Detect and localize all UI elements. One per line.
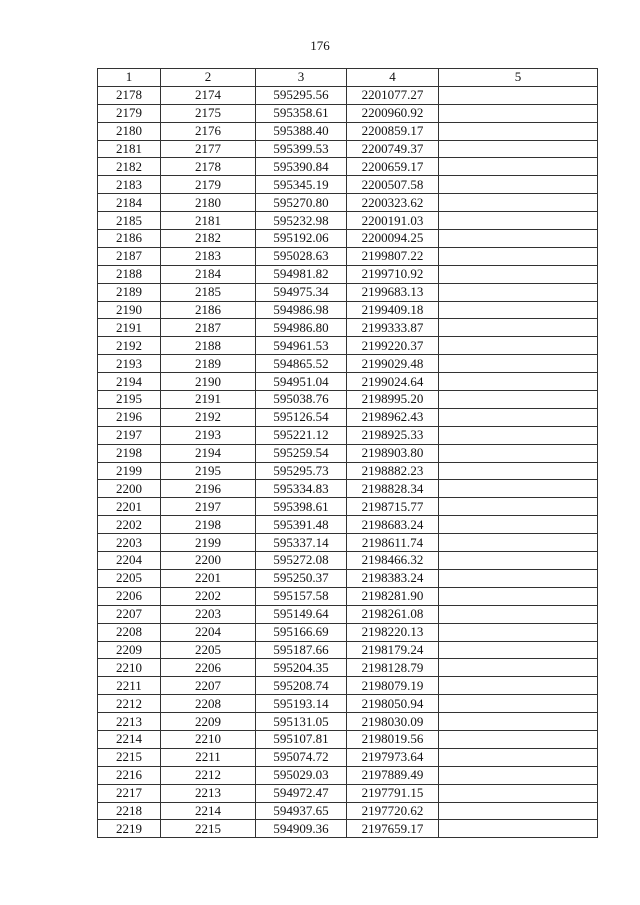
table-cell-col-1: 2203 bbox=[98, 534, 161, 552]
table-cell-col-4: 2197973.64 bbox=[347, 748, 439, 766]
table-cell-col-4: 2197720.62 bbox=[347, 802, 439, 820]
table-row bbox=[98, 373, 598, 391]
table-cell-col-2: 2193 bbox=[161, 426, 256, 444]
table-row bbox=[98, 104, 598, 122]
table-cell-col-1: 2184 bbox=[98, 194, 161, 212]
table-cell-col-2: 2178 bbox=[161, 158, 256, 176]
table-row bbox=[98, 748, 598, 766]
table-cell-col-1: 2202 bbox=[98, 516, 161, 534]
table-row bbox=[98, 695, 598, 713]
table-header bbox=[98, 69, 598, 87]
table-cell-col-3: 595391.48 bbox=[256, 516, 347, 534]
table-cell-col-3: 595204.35 bbox=[256, 659, 347, 677]
table-cell-col-4: 2200094.25 bbox=[347, 230, 439, 248]
table-cell-col-5 bbox=[439, 713, 598, 731]
table-cell-col-5 bbox=[439, 104, 598, 122]
table-cell-col-5 bbox=[439, 730, 598, 748]
table-cell-col-1: 2212 bbox=[98, 695, 161, 713]
table-cell-col-2: 2203 bbox=[161, 605, 256, 623]
table-row bbox=[98, 176, 598, 194]
table-row bbox=[98, 730, 598, 748]
table-cell-col-2: 2214 bbox=[161, 802, 256, 820]
table-cell-col-2: 2191 bbox=[161, 391, 256, 409]
coordinates-table bbox=[97, 68, 598, 838]
table-cell-col-5 bbox=[439, 784, 598, 802]
table-row bbox=[98, 212, 598, 230]
table-row bbox=[98, 498, 598, 516]
table-cell-col-5 bbox=[439, 677, 598, 695]
table-cell-col-4: 2198925.33 bbox=[347, 426, 439, 444]
table-cell-col-4: 2201077.27 bbox=[347, 86, 439, 104]
table-cell-col-1: 2215 bbox=[98, 748, 161, 766]
table-cell-col-5 bbox=[439, 355, 598, 373]
table-row bbox=[98, 462, 598, 480]
table-cell-col-4: 2198281.90 bbox=[347, 587, 439, 605]
table-cell-col-4: 2199333.87 bbox=[347, 319, 439, 337]
table-row bbox=[98, 444, 598, 462]
table-row bbox=[98, 516, 598, 534]
table-cell-col-3: 595270.80 bbox=[256, 194, 347, 212]
table-cell-col-2: 2190 bbox=[161, 373, 256, 391]
table-cell-col-4: 2200507.58 bbox=[347, 176, 439, 194]
table-cell-col-1: 2201 bbox=[98, 498, 161, 516]
table-cell-col-3: 595334.83 bbox=[256, 480, 347, 498]
table-cell-col-2: 2181 bbox=[161, 212, 256, 230]
table-cell-col-2: 2213 bbox=[161, 784, 256, 802]
table-cell-col-3: 595221.12 bbox=[256, 426, 347, 444]
table-cell-col-4: 2200960.92 bbox=[347, 104, 439, 122]
table-cell-col-3: 594986.98 bbox=[256, 301, 347, 319]
table-row bbox=[98, 86, 598, 104]
table-cell-col-2: 2205 bbox=[161, 641, 256, 659]
table-cell-col-3: 595399.53 bbox=[256, 140, 347, 158]
table-row bbox=[98, 605, 598, 623]
table-row bbox=[98, 355, 598, 373]
table-cell-col-5 bbox=[439, 605, 598, 623]
table-cell-col-2: 2212 bbox=[161, 766, 256, 784]
table-cell-col-1: 2195 bbox=[98, 391, 161, 409]
header-row bbox=[98, 69, 598, 87]
table-cell-col-3: 595192.06 bbox=[256, 230, 347, 248]
table-cell-col-1: 2208 bbox=[98, 623, 161, 641]
table-cell-col-1: 2210 bbox=[98, 659, 161, 677]
table-cell-col-3: 595345.19 bbox=[256, 176, 347, 194]
table-row bbox=[98, 659, 598, 677]
table-cell-col-1: 2218 bbox=[98, 802, 161, 820]
table-cell-col-5 bbox=[439, 534, 598, 552]
table-cell-col-1: 2192 bbox=[98, 337, 161, 355]
table-cell-col-4: 2198050.94 bbox=[347, 695, 439, 713]
table-cell-col-3: 595272.08 bbox=[256, 552, 347, 570]
table-cell-col-2: 2199 bbox=[161, 534, 256, 552]
table-cell-col-5 bbox=[439, 194, 598, 212]
table-cell-col-3: 595028.63 bbox=[256, 247, 347, 265]
table-cell-col-3: 595250.37 bbox=[256, 569, 347, 587]
table-cell-col-5 bbox=[439, 176, 598, 194]
table-cell-col-1: 2183 bbox=[98, 176, 161, 194]
table-cell-col-5 bbox=[439, 140, 598, 158]
table-cell-col-4: 2198903.80 bbox=[347, 444, 439, 462]
table-cell-col-5 bbox=[439, 391, 598, 409]
table-cell-col-3: 595295.73 bbox=[256, 462, 347, 480]
table-cell-col-4: 2198466.32 bbox=[347, 552, 439, 570]
table-cell-col-1: 2200 bbox=[98, 480, 161, 498]
table-row bbox=[98, 301, 598, 319]
column-header-4: 4 bbox=[347, 69, 439, 87]
table-cell-col-4: 2198383.24 bbox=[347, 569, 439, 587]
table-row bbox=[98, 820, 598, 838]
table-row bbox=[98, 194, 598, 212]
table-cell-col-5 bbox=[439, 301, 598, 319]
table-cell-col-5 bbox=[439, 265, 598, 283]
table-cell-col-2: 2186 bbox=[161, 301, 256, 319]
table-cell-col-1: 2214 bbox=[98, 730, 161, 748]
table-cell-col-4: 2199683.13 bbox=[347, 283, 439, 301]
table-cell-col-5 bbox=[439, 516, 598, 534]
table-cell-col-1: 2190 bbox=[98, 301, 161, 319]
table-cell-col-3: 594937.65 bbox=[256, 802, 347, 820]
table-cell-col-1: 2193 bbox=[98, 355, 161, 373]
table-cell-col-2: 2200 bbox=[161, 552, 256, 570]
table-cell-col-1: 2204 bbox=[98, 552, 161, 570]
table-cell-col-3: 594975.34 bbox=[256, 283, 347, 301]
table-cell-col-5 bbox=[439, 462, 598, 480]
table-cell-col-2: 2187 bbox=[161, 319, 256, 337]
table-cell-col-1: 2189 bbox=[98, 283, 161, 301]
table-cell-col-2: 2196 bbox=[161, 480, 256, 498]
table-cell-col-2: 2192 bbox=[161, 408, 256, 426]
table-cell-col-2: 2206 bbox=[161, 659, 256, 677]
table-cell-col-3: 595388.40 bbox=[256, 122, 347, 140]
table-cell-col-1: 2196 bbox=[98, 408, 161, 426]
column-header-5: 5 bbox=[439, 69, 598, 87]
table-cell-col-3: 595193.14 bbox=[256, 695, 347, 713]
table-cell-col-5 bbox=[439, 444, 598, 462]
table-cell-col-1: 2181 bbox=[98, 140, 161, 158]
table-row bbox=[98, 623, 598, 641]
table-cell-col-3: 595187.66 bbox=[256, 641, 347, 659]
table-cell-col-1: 2194 bbox=[98, 373, 161, 391]
table-cell-col-2: 2197 bbox=[161, 498, 256, 516]
table-row bbox=[98, 408, 598, 426]
table-row bbox=[98, 802, 598, 820]
table-cell-col-5 bbox=[439, 86, 598, 104]
table-cell-col-3: 594909.36 bbox=[256, 820, 347, 838]
table-cell-col-4: 2198715.77 bbox=[347, 498, 439, 516]
table-row bbox=[98, 677, 598, 695]
table-cell-col-5 bbox=[439, 283, 598, 301]
table-cell-col-3: 594972.47 bbox=[256, 784, 347, 802]
table-cell-col-4: 2200749.37 bbox=[347, 140, 439, 158]
table-cell-col-2: 2201 bbox=[161, 569, 256, 587]
table-cell-col-5 bbox=[439, 158, 598, 176]
table-cell-col-2: 2209 bbox=[161, 713, 256, 731]
table-row bbox=[98, 569, 598, 587]
table-cell-col-4: 2200859.17 bbox=[347, 122, 439, 140]
table-cell-col-4: 2198128.79 bbox=[347, 659, 439, 677]
table-cell-col-3: 595390.84 bbox=[256, 158, 347, 176]
table-cell-col-2: 2207 bbox=[161, 677, 256, 695]
table-cell-col-1: 2198 bbox=[98, 444, 161, 462]
table-cell-col-5 bbox=[439, 587, 598, 605]
table-cell-col-5 bbox=[439, 695, 598, 713]
table-cell-col-1: 2179 bbox=[98, 104, 161, 122]
table-cell-col-4: 2199409.18 bbox=[347, 301, 439, 319]
column-header-1: 1 bbox=[98, 69, 161, 87]
table-cell-col-4: 2199024.64 bbox=[347, 373, 439, 391]
table-cell-col-2: 2211 bbox=[161, 748, 256, 766]
table-cell-col-4: 2197889.49 bbox=[347, 766, 439, 784]
table-row bbox=[98, 319, 598, 337]
table-cell-col-5 bbox=[439, 480, 598, 498]
table-row bbox=[98, 230, 598, 248]
table-cell-col-2: 2208 bbox=[161, 695, 256, 713]
table-cell-col-5 bbox=[439, 552, 598, 570]
table-cell-col-3: 595107.81 bbox=[256, 730, 347, 748]
table-cell-col-5 bbox=[439, 766, 598, 784]
table-cell-col-5 bbox=[439, 569, 598, 587]
table-cell-col-3: 595259.54 bbox=[256, 444, 347, 462]
table-cell-col-2: 2188 bbox=[161, 337, 256, 355]
table-cell-col-3: 595232.98 bbox=[256, 212, 347, 230]
table-cell-col-5 bbox=[439, 802, 598, 820]
table-row bbox=[98, 552, 598, 570]
table-row bbox=[98, 283, 598, 301]
table-row bbox=[98, 426, 598, 444]
column-header-3: 3 bbox=[256, 69, 347, 87]
table-cell-col-2: 2174 bbox=[161, 86, 256, 104]
table-row bbox=[98, 784, 598, 802]
table-cell-col-5 bbox=[439, 659, 598, 677]
table-cell-col-1: 2188 bbox=[98, 265, 161, 283]
table-cell-col-3: 595157.58 bbox=[256, 587, 347, 605]
table-cell-col-4: 2198611.74 bbox=[347, 534, 439, 552]
table-cell-col-5 bbox=[439, 623, 598, 641]
table-cell-col-3: 594961.53 bbox=[256, 337, 347, 355]
table-row bbox=[98, 766, 598, 784]
table-cell-col-5 bbox=[439, 426, 598, 444]
table-cell-col-5 bbox=[439, 230, 598, 248]
page-number: 176 bbox=[310, 38, 330, 53]
table-cell-col-2: 2195 bbox=[161, 462, 256, 480]
table-cell-col-5 bbox=[439, 212, 598, 230]
table-cell-col-1: 2186 bbox=[98, 230, 161, 248]
table-cell-col-4: 2198882.23 bbox=[347, 462, 439, 480]
table-cell-col-1: 2182 bbox=[98, 158, 161, 176]
table-cell-col-1: 2211 bbox=[98, 677, 161, 695]
table-cell-col-4: 2199220.37 bbox=[347, 337, 439, 355]
table-cell-col-2: 2184 bbox=[161, 265, 256, 283]
table-row bbox=[98, 534, 598, 552]
table-cell-col-1: 2209 bbox=[98, 641, 161, 659]
table-cell-col-4: 2199710.92 bbox=[347, 265, 439, 283]
table-cell-col-1: 2180 bbox=[98, 122, 161, 140]
table-row bbox=[98, 247, 598, 265]
table-cell-col-5 bbox=[439, 337, 598, 355]
table-row bbox=[98, 391, 598, 409]
table-cell-col-1: 2207 bbox=[98, 605, 161, 623]
table-cell-col-5 bbox=[439, 498, 598, 516]
table-cell-col-1: 2206 bbox=[98, 587, 161, 605]
table-cell-col-1: 2185 bbox=[98, 212, 161, 230]
table-cell-col-2: 2204 bbox=[161, 623, 256, 641]
table-cell-col-4: 2198261.08 bbox=[347, 605, 439, 623]
table-cell-col-5 bbox=[439, 408, 598, 426]
table-cell-col-4: 2198828.34 bbox=[347, 480, 439, 498]
table-cell-col-2: 2180 bbox=[161, 194, 256, 212]
column-header-2: 2 bbox=[161, 69, 256, 87]
table-cell-col-1: 2199 bbox=[98, 462, 161, 480]
table-cell-col-2: 2175 bbox=[161, 104, 256, 122]
table-cell-col-5 bbox=[439, 820, 598, 838]
table-cell-col-3: 594981.82 bbox=[256, 265, 347, 283]
table-cell-col-4: 2198962.43 bbox=[347, 408, 439, 426]
table-row bbox=[98, 337, 598, 355]
table-cell-col-4: 2198683.24 bbox=[347, 516, 439, 534]
table-cell-col-1: 2216 bbox=[98, 766, 161, 784]
table-cell-col-3: 595131.05 bbox=[256, 713, 347, 731]
table-cell-col-3: 595166.69 bbox=[256, 623, 347, 641]
table-cell-col-1: 2178 bbox=[98, 86, 161, 104]
table-row bbox=[98, 140, 598, 158]
table-cell-col-4: 2198030.09 bbox=[347, 713, 439, 731]
table-cell-col-3: 595358.61 bbox=[256, 104, 347, 122]
table-body bbox=[98, 86, 598, 837]
table-cell-col-3: 595074.72 bbox=[256, 748, 347, 766]
table-cell-col-1: 2217 bbox=[98, 784, 161, 802]
table-cell-col-4: 2197659.17 bbox=[347, 820, 439, 838]
table-cell-col-3: 595337.14 bbox=[256, 534, 347, 552]
table-cell-col-2: 2177 bbox=[161, 140, 256, 158]
table-cell-col-5 bbox=[439, 247, 598, 265]
table-cell-col-2: 2202 bbox=[161, 587, 256, 605]
table-cell-col-5 bbox=[439, 319, 598, 337]
table-cell-col-3: 595149.64 bbox=[256, 605, 347, 623]
table-cell-col-2: 2183 bbox=[161, 247, 256, 265]
table-cell-col-2: 2198 bbox=[161, 516, 256, 534]
table-cell-col-4: 2199807.22 bbox=[347, 247, 439, 265]
table-cell-col-3: 595208.74 bbox=[256, 677, 347, 695]
table-cell-col-2: 2194 bbox=[161, 444, 256, 462]
table-row bbox=[98, 587, 598, 605]
table-cell-col-1: 2197 bbox=[98, 426, 161, 444]
table-cell-col-3: 595038.76 bbox=[256, 391, 347, 409]
table-cell-col-1: 2191 bbox=[98, 319, 161, 337]
table-cell-col-4: 2200659.17 bbox=[347, 158, 439, 176]
table-cell-col-1: 2205 bbox=[98, 569, 161, 587]
table-cell-col-4: 2198220.13 bbox=[347, 623, 439, 641]
table-cell-col-3: 594986.80 bbox=[256, 319, 347, 337]
table-cell-col-5 bbox=[439, 641, 598, 659]
table-row bbox=[98, 265, 598, 283]
table-cell-col-5 bbox=[439, 122, 598, 140]
table-row bbox=[98, 480, 598, 498]
table-cell-col-5 bbox=[439, 373, 598, 391]
table-row bbox=[98, 158, 598, 176]
table-row bbox=[98, 122, 598, 140]
table-cell-col-4: 2199029.48 bbox=[347, 355, 439, 373]
table-cell-col-4: 2200323.62 bbox=[347, 194, 439, 212]
table-cell-col-2: 2176 bbox=[161, 122, 256, 140]
table-cell-col-1: 2213 bbox=[98, 713, 161, 731]
table-cell-col-3: 594951.04 bbox=[256, 373, 347, 391]
table-row bbox=[98, 713, 598, 731]
table-cell-col-3: 595295.56 bbox=[256, 86, 347, 104]
table-cell-col-4: 2200191.03 bbox=[347, 212, 439, 230]
table-cell-col-3: 595126.54 bbox=[256, 408, 347, 426]
table-cell-col-3: 594865.52 bbox=[256, 355, 347, 373]
table-row bbox=[98, 641, 598, 659]
table-cell-col-2: 2185 bbox=[161, 283, 256, 301]
table-cell-col-4: 2198079.19 bbox=[347, 677, 439, 695]
table-cell-col-5 bbox=[439, 748, 598, 766]
table-cell-col-4: 2197791.15 bbox=[347, 784, 439, 802]
table-cell-col-2: 2215 bbox=[161, 820, 256, 838]
table-cell-col-4: 2198019.56 bbox=[347, 730, 439, 748]
table-cell-col-2: 2182 bbox=[161, 230, 256, 248]
table-cell-col-2: 2179 bbox=[161, 176, 256, 194]
table-cell-col-4: 2198179.24 bbox=[347, 641, 439, 659]
table-cell-col-2: 2189 bbox=[161, 355, 256, 373]
table-cell-col-2: 2210 bbox=[161, 730, 256, 748]
table-cell-col-4: 2198995.20 bbox=[347, 391, 439, 409]
table-cell-col-1: 2219 bbox=[98, 820, 161, 838]
table-cell-col-3: 595029.03 bbox=[256, 766, 347, 784]
table-cell-col-1: 2187 bbox=[98, 247, 161, 265]
table-cell-col-3: 595398.61 bbox=[256, 498, 347, 516]
